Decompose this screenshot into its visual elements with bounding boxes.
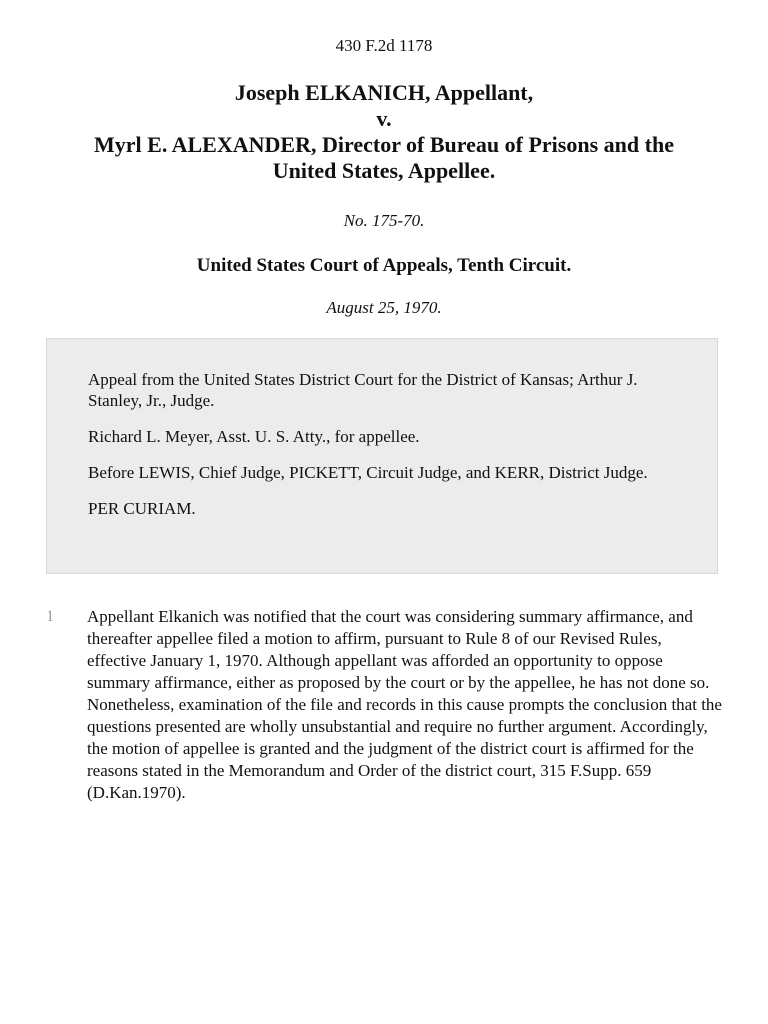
court-name: United States Court of Appeals, Tenth Circuit.	[196, 255, 572, 276]
panel-text: Before LEWIS, Chief Judge, PICKETT, Circuit Judge, and KERR, District Judge.	[88, 463, 648, 482]
per-curiam-label: PER CURIAM.	[88, 499, 196, 518]
paragraph-number: 1	[46, 608, 54, 625]
versus: v.	[376, 106, 392, 131]
appeal-from-text: Appeal from the United States District Court for the District of Kansas; Arthur J. Stanley, Jr., Judge.	[88, 370, 638, 410]
appellant-name: Joseph ELKANICH, Appellant,	[234, 80, 534, 105]
docket-number: No. 175-70.	[343, 211, 425, 230]
decision-date: August 25, 1970.	[326, 298, 442, 317]
appellee-name-line1: Myrl E. ALEXANDER, Director of Bureau of Prisons and the	[94, 132, 674, 157]
appellee-name-line2: United States, Appellee.	[272, 158, 496, 183]
case-caption	[40, 80, 728, 184]
case-citation: 430 F.2d 1178	[335, 36, 433, 55]
case-info-box	[46, 338, 718, 574]
paragraph-text: Appellant Elkanich was notified that the court was considering summary affirmance, and thereafter appellee filed a motion to affirm, pursuant to Rule 8 of our Revised Rules, effective January 1, 1970. Although appellant was afforded an opportunity to oppose summary affirmance, either as proposed by the court or by the appellee, he has not done so. Nonetheless, examination of the file and records in this cause prompts the conclusion that the questions presented are wholly unsubstantial and require no further argument. Accordingly, the motion of appellee is granted and the judgment of the district court is affirmed for the reasons stated in the Memorandum and Order of the district court, 315 F.Supp. 659 (D.Kan.1970).	[87, 607, 722, 802]
counsel-text: Richard L. Meyer, Asst. U. S. Atty., for appellee.	[88, 427, 420, 446]
